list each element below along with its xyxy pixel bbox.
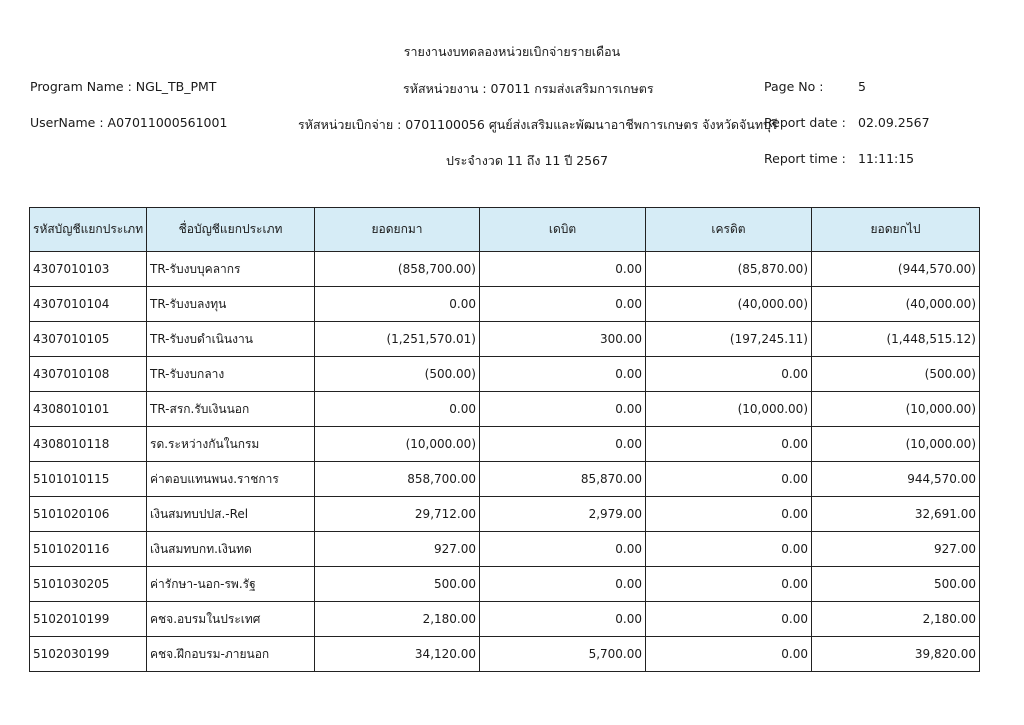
closing-balance-cell: 944,570.00: [812, 462, 980, 497]
opening-balance-cell: 500.00: [315, 567, 480, 602]
program-name: Program Name : NGL_TB_PMT: [30, 79, 217, 94]
credit-cell: 0.00: [646, 532, 812, 567]
opening-balance-cell: 2,180.00: [315, 602, 480, 637]
table-row: [30, 357, 980, 392]
account-code-cell: 5102010199: [30, 602, 147, 637]
table-row: [30, 392, 980, 427]
ledger-table-body: [30, 252, 980, 672]
debit-cell: 0.00: [480, 532, 646, 567]
account-name-cell: TR-รับงบบุคลากร: [147, 252, 315, 287]
credit-cell: 0.00: [646, 427, 812, 462]
credit-cell: (197,245.11): [646, 322, 812, 357]
debit-cell: 0.00: [480, 567, 646, 602]
account-name-cell: เงินสมทบปปส.-Rel: [147, 497, 315, 532]
credit-cell: 0.00: [646, 462, 812, 497]
table-row: [30, 287, 980, 322]
closing-balance-cell: (944,570.00): [812, 252, 980, 287]
credit-cell: 0.00: [646, 357, 812, 392]
account-code-cell: 4308010101: [30, 392, 147, 427]
debit-cell: 0.00: [480, 252, 646, 287]
account-code-cell: 4307010105: [30, 322, 147, 357]
table-row: [30, 497, 980, 532]
ledger-table: [29, 207, 980, 672]
report-date-value: 02.09.2567: [858, 115, 930, 130]
debit-cell: 0.00: [480, 427, 646, 462]
closing-balance-cell: 39,820.00: [812, 637, 980, 672]
report-title: รายงานงบทดลองหน่วยเบิกจ่ายรายเดือน: [403, 44, 621, 59]
opening-balance-cell: 927.00: [315, 532, 480, 567]
table-row: [30, 637, 980, 672]
account-name-cell: TR-รับงบดำเนินงาน: [147, 322, 315, 357]
opening-balance-cell: 34,120.00: [315, 637, 480, 672]
page-number-value: 5: [858, 79, 866, 94]
account-code-cell: 5101010115: [30, 462, 147, 497]
account-code-cell: 5102030199: [30, 637, 147, 672]
table-header-row: [30, 208, 980, 252]
credit-cell: 0.00: [646, 497, 812, 532]
account-code-cell: 5101030205: [30, 567, 147, 602]
table-row: [30, 602, 980, 637]
opening-balance-cell: (1,251,570.01): [315, 322, 480, 357]
credit-cell: 0.00: [646, 637, 812, 672]
account-code-cell: 4307010104: [30, 287, 147, 322]
table-row: [30, 567, 980, 602]
table-row: [30, 532, 980, 567]
account-code-cell: 5101020116: [30, 532, 147, 567]
closing-balance-cell: (40,000.00): [812, 287, 980, 322]
account-name-cell: TR-รับงบกลาง: [147, 357, 315, 392]
closing-balance-cell: 500.00: [812, 567, 980, 602]
account-name-cell: TR-สรก.รับเงินนอก: [147, 392, 315, 427]
table-row: [30, 252, 980, 287]
report-time-value: 11:11:15: [858, 151, 915, 166]
closing-balance-cell: 2,180.00: [812, 602, 980, 637]
credit-cell: 0.00: [646, 567, 812, 602]
account-code-cell: 5101020106: [30, 497, 147, 532]
table-row: [30, 462, 980, 497]
opening-balance-cell: 0.00: [315, 287, 480, 322]
closing-balance-cell: (500.00): [812, 357, 980, 392]
closing-balance-cell: (10,000.00): [812, 427, 980, 462]
opening-balance-cell: 29,712.00: [315, 497, 480, 532]
account-name-cell: TR-รับงบลงทุน: [147, 287, 315, 322]
opening-balance-cell: (10,000.00): [315, 427, 480, 462]
credit-cell: (85,870.00): [646, 252, 812, 287]
credit-cell: 0.00: [646, 602, 812, 637]
column-header-opening-balance: ยอดยกมา: [315, 208, 480, 252]
debit-cell: 0.00: [480, 287, 646, 322]
account-name-cell: คชจ.อบรมในประเทศ: [147, 602, 315, 637]
credit-cell: (10,000.00): [646, 392, 812, 427]
closing-balance-cell: 32,691.00: [812, 497, 980, 532]
debit-cell: 2,979.00: [480, 497, 646, 532]
column-header-credit: เครดิต: [646, 208, 812, 252]
closing-balance-cell: (10,000.00): [812, 392, 980, 427]
table-row: [30, 322, 980, 357]
account-name-cell: คชจ.ฝึกอบรม-ภายนอก: [147, 637, 315, 672]
report-period: ประจำงวด 11 ถึง 11 ปี 2567: [446, 153, 609, 168]
debit-cell: 0.00: [480, 602, 646, 637]
account-name-cell: รด.ระหว่างกันในกรม: [147, 427, 315, 462]
account-code-cell: 4307010103: [30, 252, 147, 287]
debit-cell: 300.00: [480, 322, 646, 357]
account-name-cell: ค่าตอบแทนพนง.ราชการ: [147, 462, 315, 497]
page-number-label: Page No :: [764, 79, 824, 94]
opening-balance-cell: 858,700.00: [315, 462, 480, 497]
report-date-label: Report date :: [764, 115, 846, 130]
column-header-account-name: ชื่อบัญชีแยกประเภท: [147, 208, 315, 252]
account-code-cell: 4307010108: [30, 357, 147, 392]
column-header-closing-balance: ยอดยกไป: [812, 208, 980, 252]
closing-balance-cell: 927.00: [812, 532, 980, 567]
debit-cell: 0.00: [480, 392, 646, 427]
debit-cell: 85,870.00: [480, 462, 646, 497]
account-name-cell: เงินสมทบกท.เงินทด: [147, 532, 315, 567]
department-code: รหัสหน่วยงาน : 07011 กรมส่งเสริมการเกษตร: [403, 81, 654, 96]
column-header-debit: เดบิต: [480, 208, 646, 252]
closing-balance-cell: (1,448,515.12): [812, 322, 980, 357]
opening-balance-cell: (500.00): [315, 357, 480, 392]
debit-cell: 0.00: [480, 357, 646, 392]
credit-cell: (40,000.00): [646, 287, 812, 322]
username: UserName : A07011000561001: [30, 115, 228, 130]
table-row: [30, 427, 980, 462]
report-time-label: Report time :: [764, 151, 846, 166]
debit-cell: 5,700.00: [480, 637, 646, 672]
opening-balance-cell: 0.00: [315, 392, 480, 427]
opening-balance-cell: (858,700.00): [315, 252, 480, 287]
column-header-account-code: รหัสบัญชีแยกประเภท: [30, 208, 147, 252]
disbursement-unit: รหัสหน่วยเบิกจ่าย : 0701100056 ศูนย์ส่งเสริมและพัฒนาอาชีพการเกษตร จังหวัดจันทบุรี: [298, 117, 778, 132]
account-name-cell: ค่ารักษา-นอก-รพ.รัฐ: [147, 567, 315, 602]
account-code-cell: 4308010118: [30, 427, 147, 462]
